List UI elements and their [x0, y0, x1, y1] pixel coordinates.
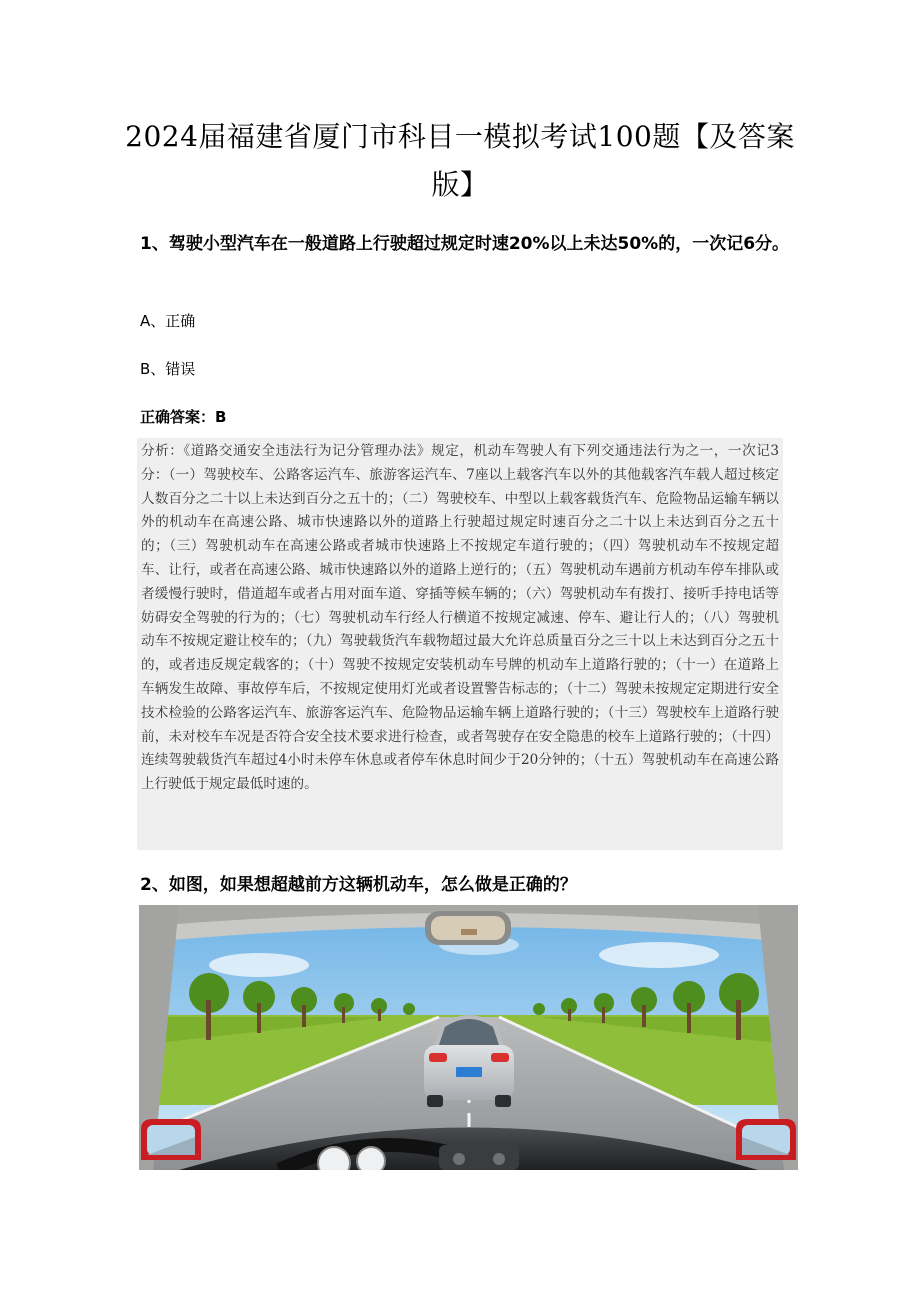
question-1-analysis: 分析：《道路交通安全违法行为记分管理办法》规定，机动车驾驶人有下列交通违法行为之一，一次记3分：（一）驾驶校车、公路客运汽车、旅游客运汽车、7座以上载客汽车以外的其他载客汽车载人超过核定人数百分之二十以上未达到百分之五十的；（二）驾驶校车、中型以上载客载货汽车、危险物品运输车辆以外的机动车在高速公路、城市快速路以外的道路上行驶超过规定时速百分之二十以上未达到百分之五十的；（三）驾驶机动车在高速公路或者城市快速路上不按规定车道行驶的；（四）驾驶机动车不按规定超车、让行，或者在高速公路、城市快速路以外的道路上逆行的；（五）驾驶机动车遇前方机动车停车排队或者缓慢行驶时，借道超车或者占用对面车道、穿插等候车辆的；（六）驾驶机动车有拨打、接听手持电话等妨碍安全驾驶的行为的；（七）驾驶机动车行经人行横道不按规定减速、停车、避让行人的；（八）驾驶机动车不按规定避让校车的；（九）驾驶载货汽车载物超过最大允许总质量百分之三十以上未达到百分之五十的，或者违反规定载客的；（十）驾驶不按规定安装机动车号牌的机动车上道路行驶的；（十一）在道路上车辆发生故障、事故停车后，不按规定使用灯光或者设置警告标志的；（十二）驾驶未按规定定期进行安全技术检验的公路客运汽车、旅游客运汽车、危险物品运输车辆上道路行驶的；（十三）驾驶校车上道路行驶前，未对校车车况是否符合安全技术要求进行检查，或者驾驶存在安全隐患的校车上道路行驶的；（十四）连续驾驶载货汽车超过4小时未停车休息或者停车休息时间少于20分钟的；（十五）驾驶机动车在高速公路上行驶低于规定最低时速的。 — [137, 438, 783, 850]
document-title: 2024届福建省厦门市科目一模拟考试100题【及答案版】 — [125, 120, 795, 201]
question-1-stem: 1、驾驶小型汽车在一般道路上行驶超过规定时速20%以上未达50%的，一次记6分。 — [140, 234, 790, 254]
question-1-answer: 正确答案：B — [140, 408, 227, 426]
question-2-stem: 2、如图，如果想超越前方这辆机动车，怎么做是正确的？ — [140, 875, 577, 895]
question-1-option-a: A、正确 — [140, 312, 196, 330]
question-1-option-b: B、错误 — [140, 360, 196, 378]
driver-view-overtaking-scene-icon — [139, 905, 798, 1170]
